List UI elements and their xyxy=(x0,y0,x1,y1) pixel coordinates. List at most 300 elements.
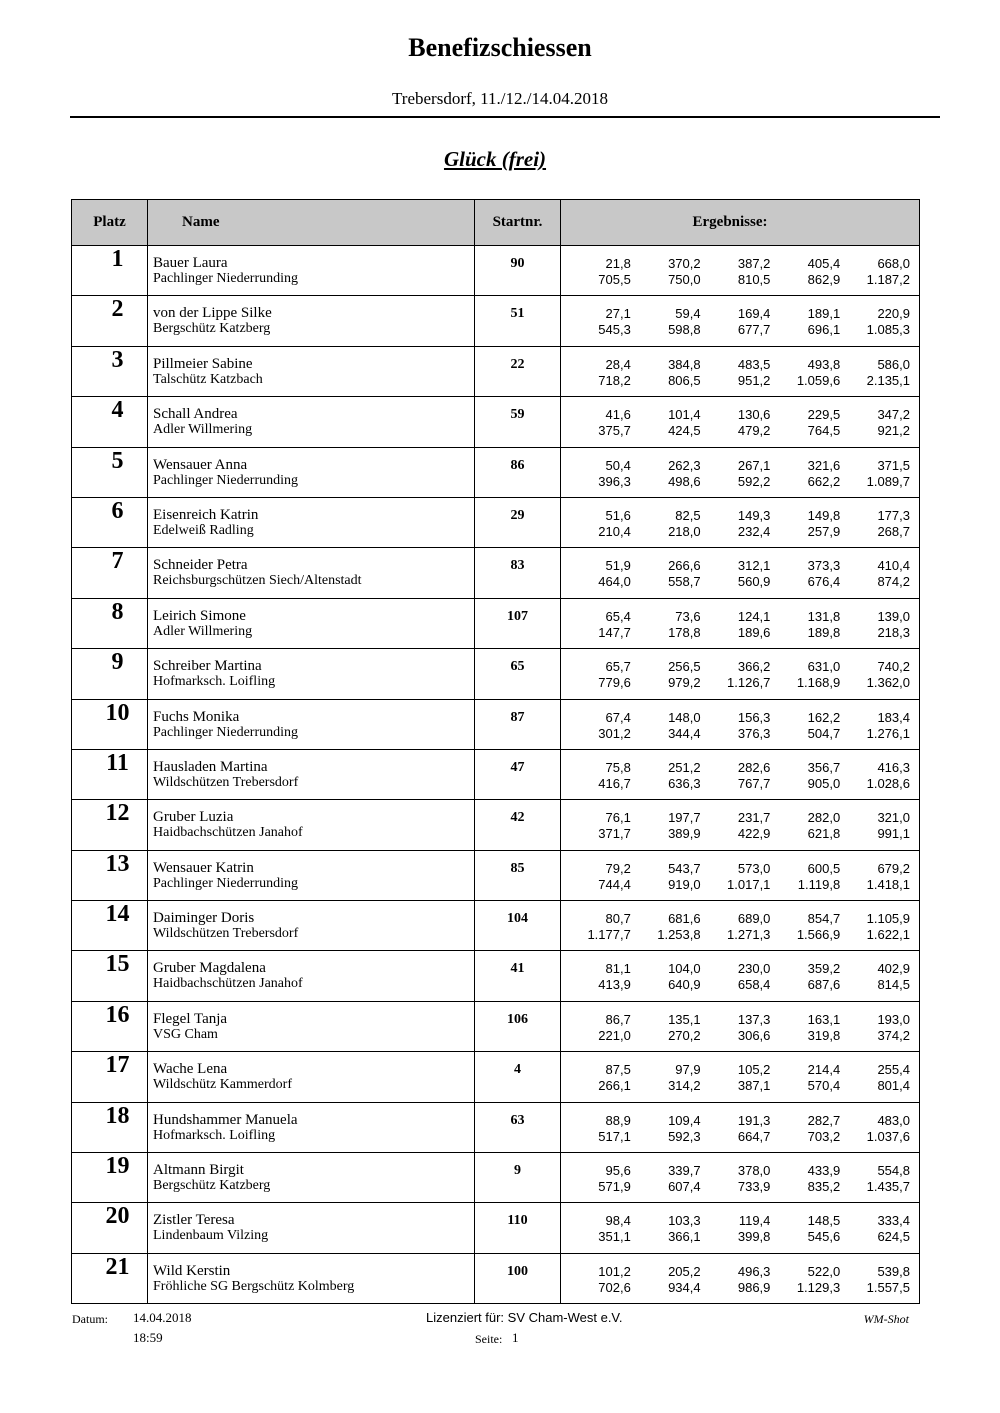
result-value: 702,6 xyxy=(598,1279,631,1295)
club-name: Pachlinger Niederrunding xyxy=(153,875,299,891)
result-value: 282,0 xyxy=(807,810,841,826)
results-cell xyxy=(561,548,920,598)
result-value: 205,2 xyxy=(668,1263,701,1279)
club-name: Wildschütz Kammerdorf xyxy=(153,1077,293,1093)
start-number-cell: 83 xyxy=(475,548,561,598)
results-line-2 xyxy=(561,272,910,288)
club-name: VSG Cham xyxy=(153,1026,218,1042)
result-value: 862,9 xyxy=(807,272,841,287)
result-value: 218,3 xyxy=(877,624,910,640)
result-value: 570,4 xyxy=(807,1078,841,1094)
result-value: 1.028,6 xyxy=(866,775,910,791)
result-value: 148,0 xyxy=(668,709,701,725)
table-row xyxy=(72,246,920,296)
result-value: 2.135,1 xyxy=(866,372,910,388)
result-value: 87,5 xyxy=(605,1062,631,1078)
result-value: 95,6 xyxy=(605,1163,631,1179)
table-row xyxy=(72,1102,920,1152)
start-number-cell: 22 xyxy=(475,346,561,396)
results-line-1 xyxy=(561,609,910,625)
name-cell xyxy=(148,598,475,648)
shooter-name: Hundshammer Manuela xyxy=(153,1111,298,1128)
result-value: 255,4 xyxy=(877,1062,910,1078)
results-cell xyxy=(561,246,920,296)
results-line-2 xyxy=(561,423,910,439)
name-cell xyxy=(148,397,475,447)
result-value: 374,2 xyxy=(877,1027,910,1043)
shooter-name: Wensauer Anna xyxy=(153,456,248,473)
results-line-2 xyxy=(561,1129,910,1145)
results-line-1 xyxy=(561,1062,910,1078)
results-cell xyxy=(561,1102,920,1152)
table-row xyxy=(72,1253,920,1303)
results-line-2 xyxy=(561,927,910,943)
start-number-cell: 9 xyxy=(475,1153,561,1203)
rank-cell: 9 xyxy=(72,649,148,699)
result-value: 389,9 xyxy=(668,826,701,842)
result-value: 193,0 xyxy=(877,1011,910,1027)
result-value: 230,0 xyxy=(737,961,771,977)
table-row xyxy=(72,649,920,699)
result-value: 410,4 xyxy=(877,558,910,574)
result-value: 282,6 xyxy=(737,759,771,775)
result-value: 560,9 xyxy=(737,574,771,590)
start-number-cell: 100 xyxy=(475,1253,561,1303)
rank-cell: 1 xyxy=(72,246,148,296)
club-name: Haidbachschützen Janahof xyxy=(153,825,303,841)
club-name: Hofmarksch. Loifling xyxy=(153,674,276,690)
result-value: 631,0 xyxy=(807,659,841,675)
results-line-1 xyxy=(561,407,910,423)
results-line-1 xyxy=(561,357,910,373)
club-name: Pachlinger Niederrunding xyxy=(153,472,299,488)
results-line-2 xyxy=(561,1280,910,1296)
result-value: 371,7 xyxy=(598,826,631,842)
result-value: 339,7 xyxy=(668,1163,701,1179)
results-line-1 xyxy=(561,1264,910,1280)
result-value: 951,2 xyxy=(737,372,771,388)
result-value: 1.059,6 xyxy=(796,372,841,388)
result-value: 662,2 xyxy=(807,473,841,489)
result-value: 321,0 xyxy=(877,810,910,826)
result-value: 149,8 xyxy=(807,507,841,523)
result-value: 658,4 xyxy=(737,977,771,993)
results-line-2 xyxy=(561,1229,910,1245)
rank-cell: 13 xyxy=(72,850,148,900)
column-header-ergebnisse: Ergebnisse: xyxy=(561,200,920,246)
name-cell xyxy=(148,447,475,497)
result-value: 28,4 xyxy=(605,356,631,372)
result-value: 189,6 xyxy=(737,624,771,640)
start-number-cell: 104 xyxy=(475,901,561,951)
table-row xyxy=(72,951,920,1001)
rank-cell: 2 xyxy=(72,296,148,346)
result-value: 705,5 xyxy=(598,272,631,287)
result-value: 496,3 xyxy=(737,1263,771,1279)
shooter-name: Wensauer Katrin xyxy=(153,859,254,876)
rank-cell: 14 xyxy=(72,901,148,951)
result-value: 98,4 xyxy=(605,1213,631,1229)
results-line-1 xyxy=(561,458,910,474)
rank-cell: 19 xyxy=(72,1153,148,1203)
table-row xyxy=(72,346,920,396)
page-footer xyxy=(0,1310,1000,1360)
result-value: 573,0 xyxy=(737,860,771,876)
result-value: 1.418,1 xyxy=(866,876,910,892)
result-value: 934,4 xyxy=(668,1279,701,1295)
result-value: 189,1 xyxy=(807,306,841,322)
footer-page-label: Seite: xyxy=(475,1332,503,1346)
document-subtitle: Trebersdorf, 11./12./14.04.2018 xyxy=(392,89,608,108)
result-value: 183,4 xyxy=(877,709,910,725)
result-value: 668,0 xyxy=(877,256,910,271)
results-line-2 xyxy=(561,977,910,993)
club-name: Wildschützen Trebersdorf xyxy=(153,774,299,790)
results-line-1 xyxy=(561,256,910,272)
club-name: Wildschützen Trebersdorf xyxy=(153,926,299,942)
results-cell xyxy=(561,800,920,850)
result-value: 359,2 xyxy=(807,961,841,977)
result-value: 65,4 xyxy=(605,608,631,624)
result-value: 282,7 xyxy=(807,1112,841,1128)
result-value: 422,9 xyxy=(737,826,771,842)
shooter-name: Gruber Magdalena xyxy=(153,960,266,977)
rank-cell: 20 xyxy=(72,1203,148,1253)
result-value: 214,4 xyxy=(807,1062,841,1078)
result-value: 149,3 xyxy=(737,507,771,523)
name-cell xyxy=(148,699,475,749)
name-cell xyxy=(148,901,475,951)
result-value: 51,6 xyxy=(605,507,631,523)
result-value: 479,2 xyxy=(737,423,771,439)
footer-date: 14.04.2018 xyxy=(133,1310,192,1325)
result-value: 740,2 xyxy=(877,659,910,675)
rank-cell: 16 xyxy=(72,1001,148,1051)
result-value: 301,2 xyxy=(598,725,631,741)
club-name: Hofmarksch. Loifling xyxy=(153,1127,276,1143)
rank-cell: 15 xyxy=(72,951,148,1001)
start-number-cell: 110 xyxy=(475,1203,561,1253)
shooter-name: Hausladen Martina xyxy=(153,758,268,775)
table-row xyxy=(72,800,920,850)
results-line-2 xyxy=(561,1179,910,1195)
results-line-1 xyxy=(561,508,910,524)
start-number-cell: 106 xyxy=(475,1001,561,1051)
result-value: 266,6 xyxy=(668,558,701,574)
results-line-2 xyxy=(561,826,910,842)
rank-cell: 12 xyxy=(72,800,148,850)
result-value: 371,5 xyxy=(877,457,910,473)
result-value: 905,0 xyxy=(807,775,841,791)
column-header-name: Name xyxy=(148,200,475,246)
result-value: 624,5 xyxy=(877,1229,910,1245)
result-value: 41,6 xyxy=(605,407,631,423)
result-value: 517,1 xyxy=(598,1128,631,1144)
result-value: 86,7 xyxy=(605,1011,631,1027)
results-cell xyxy=(561,901,920,951)
shooter-name: Wache Lena xyxy=(153,1061,228,1078)
result-value: 59,4 xyxy=(675,306,701,322)
name-cell xyxy=(148,649,475,699)
shooter-name: Fuchs Monika xyxy=(153,708,240,725)
results-line-2 xyxy=(561,322,910,338)
result-value: 498,6 xyxy=(668,473,701,489)
result-value: 676,4 xyxy=(807,574,841,590)
result-value: 321,6 xyxy=(807,457,841,473)
result-value: 103,3 xyxy=(668,1213,701,1229)
result-value: 376,3 xyxy=(737,725,771,741)
club-name: Haidbachschützen Janahof xyxy=(153,976,303,992)
result-value: 135,1 xyxy=(668,1011,701,1027)
shooter-name: Schall Andrea xyxy=(153,406,238,423)
result-value: 1.129,3 xyxy=(796,1279,841,1295)
name-cell xyxy=(148,1253,475,1303)
name-cell xyxy=(148,951,475,1001)
result-value: 483,0 xyxy=(877,1112,910,1128)
rank-cell: 7 xyxy=(72,548,148,598)
table-row xyxy=(72,901,920,951)
results-line-1 xyxy=(561,659,910,675)
result-value: 718,2 xyxy=(598,372,631,388)
section-heading: Glück (frei) xyxy=(443,147,547,171)
name-cell xyxy=(148,1153,475,1203)
rank-cell: 17 xyxy=(72,1052,148,1102)
results-line-2 xyxy=(561,726,910,742)
result-value: 267,1 xyxy=(737,457,771,473)
result-value: 137,3 xyxy=(737,1011,771,1027)
result-value: 124,1 xyxy=(737,608,771,624)
result-value: 396,3 xyxy=(598,473,631,489)
result-value: 681,6 xyxy=(668,911,701,927)
result-value: 571,9 xyxy=(598,1179,631,1195)
results-cell xyxy=(561,850,920,900)
result-value: 169,4 xyxy=(737,306,771,322)
club-name: Adler Willmering xyxy=(153,623,253,639)
rank-cell: 3 xyxy=(72,346,148,396)
results-line-1 xyxy=(561,558,910,574)
result-value: 73,6 xyxy=(675,608,701,624)
result-value: 119,4 xyxy=(738,1213,771,1229)
result-value: 399,8 xyxy=(737,1229,771,1245)
result-value: 139,0 xyxy=(877,608,910,624)
table-row xyxy=(72,447,920,497)
result-value: 677,7 xyxy=(737,322,771,338)
results-line-2 xyxy=(561,373,910,389)
table-header-row xyxy=(72,200,920,246)
result-value: 21,8 xyxy=(605,256,631,271)
results-line-2 xyxy=(561,625,910,641)
result-value: 1.119,8 xyxy=(797,876,841,892)
result-value: 779,6 xyxy=(598,675,631,691)
result-value: 483,5 xyxy=(737,356,771,372)
result-value: 464,0 xyxy=(598,574,631,590)
result-value: 744,4 xyxy=(598,876,631,892)
start-number-cell: 29 xyxy=(475,497,561,547)
shooter-name: Leirich Simone xyxy=(153,607,246,624)
result-value: 27,1 xyxy=(605,306,631,322)
result-value: 229,5 xyxy=(807,407,841,423)
result-value: 148,5 xyxy=(807,1213,841,1229)
results-line-1 xyxy=(561,1012,910,1028)
result-value: 197,7 xyxy=(668,810,701,826)
results-line-2 xyxy=(561,877,910,893)
results-cell xyxy=(561,699,920,749)
result-value: 221,0 xyxy=(598,1027,631,1043)
results-cell xyxy=(561,296,920,346)
club-name: Pachlinger Niederrunding xyxy=(153,724,299,740)
table-row xyxy=(72,850,920,900)
result-value: 344,4 xyxy=(668,725,701,741)
table-row xyxy=(72,1052,920,1102)
result-value: 1.187,2 xyxy=(866,272,910,287)
shooter-name: Schneider Petra xyxy=(153,557,248,574)
result-value: 67,4 xyxy=(605,709,631,725)
result-value: 810,5 xyxy=(737,272,771,287)
footer-brand: WM-Shot xyxy=(863,1312,909,1326)
result-value: 554,8 xyxy=(877,1163,910,1179)
rank-cell: 11 xyxy=(72,749,148,799)
start-number-cell: 41 xyxy=(475,951,561,1001)
result-value: 679,2 xyxy=(877,860,910,876)
result-value: 1.105,9 xyxy=(866,911,910,927)
shooter-name: Flegel Tanja xyxy=(153,1010,228,1027)
result-value: 545,6 xyxy=(807,1229,841,1245)
result-value: 333,4 xyxy=(877,1213,910,1229)
table-row xyxy=(72,598,920,648)
result-value: 109,4 xyxy=(668,1112,701,1128)
shooter-name: von der Lippe Silke xyxy=(153,305,272,322)
result-value: 147,7 xyxy=(598,624,631,640)
result-value: 356,7 xyxy=(807,759,841,775)
result-value: 416,3 xyxy=(877,759,910,775)
rank-cell: 6 xyxy=(72,497,148,547)
result-value: 1.253,8 xyxy=(657,927,701,943)
result-value: 231,7 xyxy=(737,810,771,826)
shooter-name: Schreiber Martina xyxy=(153,658,262,675)
result-value: 424,5 xyxy=(668,423,701,439)
result-value: 81,1 xyxy=(605,961,631,977)
result-value: 854,7 xyxy=(807,911,841,927)
result-value: 88,9 xyxy=(605,1112,631,1128)
shooter-name: Zistler Teresa xyxy=(153,1212,235,1229)
name-cell xyxy=(148,1052,475,1102)
rank-cell: 18 xyxy=(72,1102,148,1152)
name-cell xyxy=(148,800,475,850)
result-value: 1.566,9 xyxy=(796,927,841,943)
column-header-platz: Platz xyxy=(72,200,148,246)
result-value: 218,0 xyxy=(668,523,701,539)
club-name: Pachlinger Niederrunding xyxy=(153,271,299,286)
footer-time: 18:59 xyxy=(133,1330,163,1345)
result-value: 806,5 xyxy=(668,372,701,388)
result-value: 163,1 xyxy=(807,1011,841,1027)
result-value: 835,2 xyxy=(807,1179,841,1195)
result-value: 493,8 xyxy=(807,356,841,372)
result-value: 921,2 xyxy=(877,423,910,439)
result-value: 402,9 xyxy=(877,961,910,977)
result-value: 131,8 xyxy=(807,608,841,624)
results-line-2 xyxy=(561,1028,910,1044)
start-number-cell: 47 xyxy=(475,749,561,799)
results-line-1 xyxy=(561,306,910,322)
table-row xyxy=(72,497,920,547)
results-cell xyxy=(561,1001,920,1051)
start-number-cell: 107 xyxy=(475,598,561,648)
result-value: 874,2 xyxy=(877,574,910,590)
club-name: Lindenbaum Vilzing xyxy=(153,1228,269,1244)
result-value: 162,2 xyxy=(807,709,841,725)
result-value: 636,3 xyxy=(668,775,701,791)
result-value: 347,2 xyxy=(877,407,910,423)
column-header-startnr: Startnr. xyxy=(475,200,561,246)
result-value: 586,0 xyxy=(877,356,910,372)
result-value: 413,9 xyxy=(598,977,631,993)
table-row xyxy=(72,296,920,346)
rank-cell: 8 xyxy=(72,598,148,648)
result-value: 75,8 xyxy=(605,759,631,775)
name-cell xyxy=(148,1203,475,1253)
shooter-name: Eisenreich Katrin xyxy=(153,506,259,523)
result-value: 370,2 xyxy=(668,256,701,271)
shooter-name: Wild Kerstin xyxy=(153,1262,231,1279)
results-cell xyxy=(561,447,920,497)
result-value: 522,0 xyxy=(807,1263,841,1279)
footer-date-label: Datum: xyxy=(72,1312,108,1326)
shooter-name: Bauer Laura xyxy=(153,255,228,271)
name-cell xyxy=(148,246,475,296)
result-value: 1.168,9 xyxy=(796,675,841,691)
results-cell xyxy=(561,1153,920,1203)
result-value: 130,6 xyxy=(737,407,771,423)
start-number-cell: 86 xyxy=(475,447,561,497)
result-value: 1.276,1 xyxy=(866,725,910,741)
table-row xyxy=(72,397,920,447)
result-value: 598,8 xyxy=(668,322,701,338)
results-cell xyxy=(561,749,920,799)
results-line-2 xyxy=(561,1078,910,1094)
results-line-1 xyxy=(561,861,910,877)
result-value: 105,2 xyxy=(737,1062,771,1078)
result-value: 270,2 xyxy=(668,1027,701,1043)
result-value: 104,0 xyxy=(668,961,701,977)
result-value: 991,1 xyxy=(877,826,910,842)
result-value: 220,9 xyxy=(877,306,910,322)
result-value: 189,8 xyxy=(807,624,841,640)
result-value: 65,7 xyxy=(605,659,631,675)
results-table xyxy=(71,199,920,1304)
results-cell xyxy=(561,598,920,648)
result-value: 986,9 xyxy=(737,1279,771,1295)
results-line-1 xyxy=(561,810,910,826)
result-value: 592,3 xyxy=(668,1128,701,1144)
name-cell xyxy=(148,296,475,346)
result-value: 80,7 xyxy=(605,911,631,927)
result-value: 1.089,7 xyxy=(866,473,910,489)
club-name: Talschütz Katzbach xyxy=(153,371,263,387)
result-value: 703,2 xyxy=(807,1128,841,1144)
result-value: 351,1 xyxy=(598,1229,631,1245)
result-value: 79,2 xyxy=(605,860,631,876)
result-value: 262,3 xyxy=(668,457,701,473)
result-value: 373,3 xyxy=(807,558,841,574)
result-value: 251,2 xyxy=(668,759,701,775)
result-value: 733,9 xyxy=(737,1179,771,1195)
rank-cell: 5 xyxy=(72,447,148,497)
results-line-2 xyxy=(561,675,910,691)
results-line-1 xyxy=(561,760,910,776)
result-value: 1.017,1 xyxy=(727,876,771,892)
result-value: 384,8 xyxy=(668,356,701,372)
